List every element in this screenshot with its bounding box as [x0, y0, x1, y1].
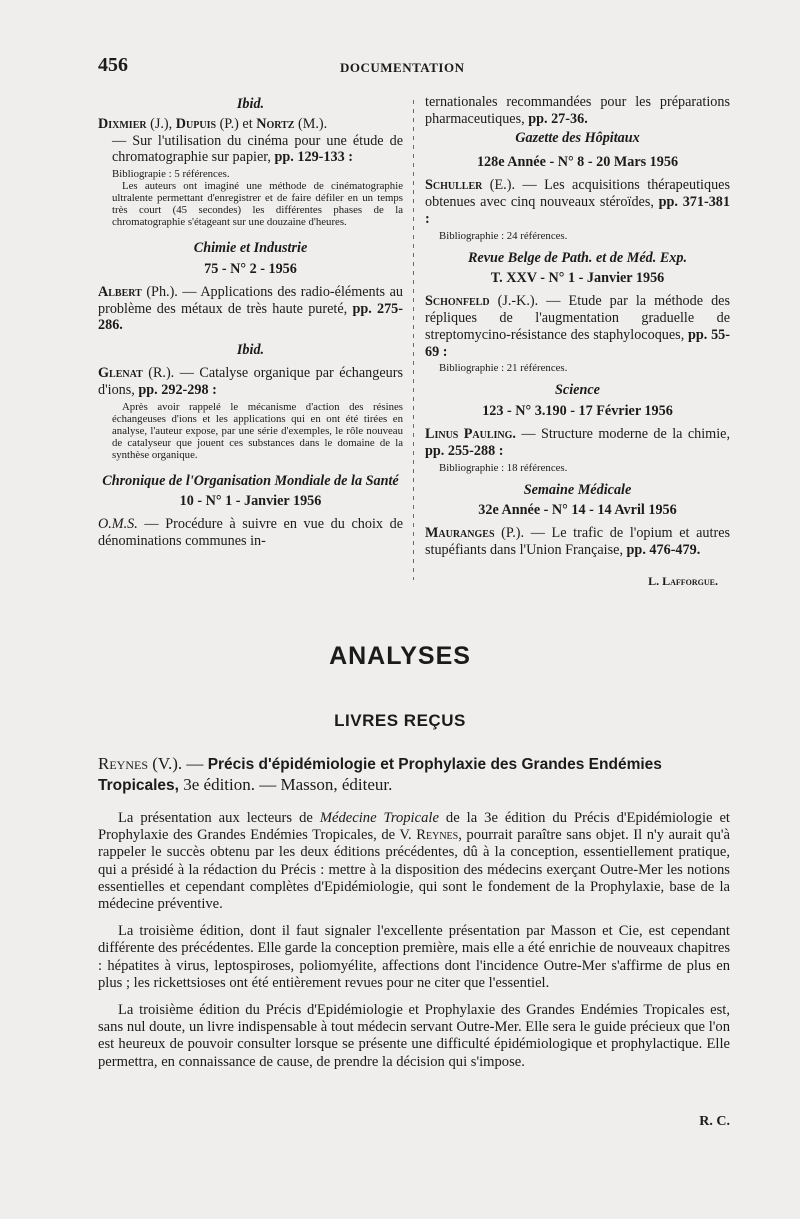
journal-name: Médecine Tropicale: [319, 810, 439, 826]
author-initials: (P.).: [494, 525, 525, 542]
author-initials: (M.).: [294, 115, 328, 132]
review-edition: 3e édition. — Masson, éditeur.: [178, 775, 393, 794]
review-paragraph: La troisième édition, dont il faut signaler l'excellente présentation par Masson et Cie, est cependant différente des précédentes. Elle garde la conception première, mais elle a été enrichie de nouveaux chapitres : hépatites à virus, leptospiroses, poliomyélite, affections dont l'incidence Outre-Mer s'affirme de plus en plus ; les rickettsioses ont été entièrement revues pour ne citer que l'essentiel.: [98, 923, 730, 991]
entry-author: Dixmier: [98, 115, 147, 132]
bibliography-entry: [98, 284, 403, 334]
author-initials: (P.) et: [216, 115, 257, 132]
entry-title: — Structure moderne de la chimie,: [515, 425, 730, 442]
entry-pages: pp. 55-69 :: [425, 326, 731, 360]
source-title: Science: [555, 382, 600, 399]
entry-author: Nortz: [256, 115, 295, 132]
entry-title: — Les acquisitions thérapeutiques obtenues avec cinq nouveaux stéroïdes,: [425, 177, 730, 210]
section-subheading: LIVRES REÇUS: [334, 711, 466, 730]
author-initials: (R.).: [142, 364, 175, 381]
author-initials: (Ph.).: [141, 283, 178, 300]
source-issue: 10 - N° 1 - Janvier 1956: [179, 493, 322, 510]
source-title: Chronique de l'Organisation Mondiale de la Santé: [102, 472, 399, 489]
bibliography-entry: [425, 426, 730, 460]
author-initials: (J.-K.).: [489, 293, 539, 310]
entry-pages: pp. 255-288 :: [425, 442, 504, 459]
source-issue: 123 - N° 3.190 - 17 Février 1956: [482, 403, 673, 420]
entry-author: O.M.S.: [98, 516, 138, 533]
source-issue: T. XXV - N° 1 - Janvier 1956: [490, 270, 665, 287]
entry-pages: pp. 129-133 :: [274, 149, 353, 166]
entry-bibliography: Bibliographie : 24 références.: [439, 229, 568, 242]
review-author-initials: (V.). —: [148, 754, 208, 773]
source-title: Revue Belge de Path. et de Méd. Exp.: [467, 249, 688, 266]
column-divider: [413, 100, 414, 580]
author-initials: (E.).: [482, 177, 516, 194]
entry-bibliography: Bibliographie : 21 références.: [439, 362, 568, 375]
review-header: [98, 754, 730, 796]
entry-title: — Catalyse organique par échangeurs d'ions,: [98, 364, 404, 398]
entry-abstract: Les auteurs ont imaginé une méthode de cinématographie ultralente permettant d'enregistrer et de faire défiler en un temps très court (45 secondes) les différentes phases de la chromatographie s'étageant sur une douzaine d'heures.: [112, 180, 403, 229]
bibliography-entry-continued: [425, 94, 730, 128]
source-title: Semaine Médicale: [523, 481, 632, 498]
entry-author: Mauranges: [425, 525, 495, 542]
bibliography-entry: [98, 516, 403, 550]
source-issue: 128e Année - N° 8 - 20 Mars 1956: [476, 154, 679, 171]
author-initials: (J.),: [146, 115, 176, 132]
page-number: 456: [98, 54, 128, 76]
review-body: [98, 810, 730, 1081]
entry-title: — Applications des radio-éléments au problème des métaux de très haute pureté,: [98, 283, 404, 317]
section-signature: L. Lafforgue.: [648, 573, 718, 588]
text-run: La présentation aux lecteurs de: [118, 810, 320, 826]
source-title: Gazette des Hôpitaux: [515, 129, 640, 146]
entry-title: — Le trafic de l'opium et autres stupéfiants dans l'Union Française,: [425, 525, 731, 558]
entry-author: Glenat: [98, 364, 143, 381]
section-heading: ANALYSES: [329, 642, 471, 670]
entry-author: Schonfeld: [425, 293, 490, 310]
entry-bibliography: Bibliographie : 18 références.: [439, 461, 568, 474]
left-column: [98, 90, 403, 552]
review-book-title: Précis d'épidémiologie et Prophylaxie des Grandes Endémies Tropicales,: [98, 756, 662, 794]
author-name: Reynes: [416, 827, 459, 844]
entry-bibliography: Bibliograpie : 5 références.: [112, 168, 230, 181]
entry-author: Linus Pauling.: [425, 425, 516, 442]
bibliography-entry: [425, 177, 730, 227]
review-signature: R. C.: [699, 1114, 730, 1129]
bibliography-entry: [98, 365, 403, 399]
source-title: Chimie et Industrie: [193, 240, 308, 257]
entry-author: Dupuis: [175, 115, 217, 132]
source-issue: 32e Année - N° 14 - 14 Avril 1956: [478, 502, 677, 519]
text-run: , pourrait paraître sans objet. Il n'y aurait qu'à rappeler le succès obtenu par les deux éditions précédentes, dû à la conception, essentiellement pratique, qui a présidé à la rédaction du Précis : mettre à la disposition des médecins exerçant Outre-Mer les notions essentielles et cependant complètes d'Epidémiologie, qui sont le fondement de la Prophylaxie, base de la médecine préventive.: [98, 827, 730, 913]
entry-pages: pp. 292-298 :: [138, 381, 217, 398]
entry-pages: pp. 275-286.: [98, 300, 403, 334]
review-author: Reynes: [98, 754, 149, 773]
entry-title: — Procédure à suivre en vue du choix de dénominations communes in-: [98, 516, 403, 549]
entry-pages: pp. 476-479.: [626, 541, 701, 558]
review-paragraph: [98, 810, 730, 913]
bibliography-entry: [98, 116, 403, 166]
right-column: [425, 94, 730, 590]
review-paragraph: La troisième édition du Précis d'Epidémiologie et Prophylaxie des Grandes Endémies Tropicales est, sans nul doute, un livre indispensable à tout médecin servant Outre-Mer. Elle sera le guide précieux que l'on est heureux de pouvoir consulter lorsque se présente une difficulté épidémiologique et prophylactique. Elle permettra, en connaissance de cause, de prendre la décision qui s'impose.: [98, 1002, 730, 1070]
source-title: Ibid.: [236, 96, 265, 112]
entry-pages: pp. 27-36.: [528, 110, 588, 127]
bibliography-entry: [425, 525, 730, 559]
entry-author: Albert: [98, 283, 142, 300]
source-issue: 75 - N° 2 - 1956: [204, 260, 297, 277]
entry-title: — Sur l'utilisation du cinéma pour une étude de chromatographie sur papier,: [112, 132, 403, 166]
running-title: DOCUMENTATION: [340, 60, 465, 75]
entry-author: Schuller: [425, 177, 483, 194]
entry-abstract: Après avoir rappelé le mécanisme d'action des résines échangeuses d'ions et les applications qui en ont été tirées en analyse, l'auteur expose, par une série d'exemples, le rôle nouveau de catalyseur que jouent ces substances dans le domaine de la synthèse organique.: [112, 400, 403, 461]
entry-title: ternationales recommandées pour les préparations pharmaceutiques,: [425, 94, 730, 127]
entry-title: — Etude par la méthode des répliques de l'augmentation graduelle de streptomycino-résistance des staphylocoques,: [425, 293, 730, 343]
source-title: Ibid.: [236, 342, 265, 359]
text-run: de la 3e édition du Précis d'Epidémiologie et Prophylaxie des Grandes Endémies Tropicales, de V.: [98, 810, 730, 844]
entry-pages: pp. 371-381 :: [425, 193, 730, 227]
bibliography-entry: [425, 293, 730, 360]
